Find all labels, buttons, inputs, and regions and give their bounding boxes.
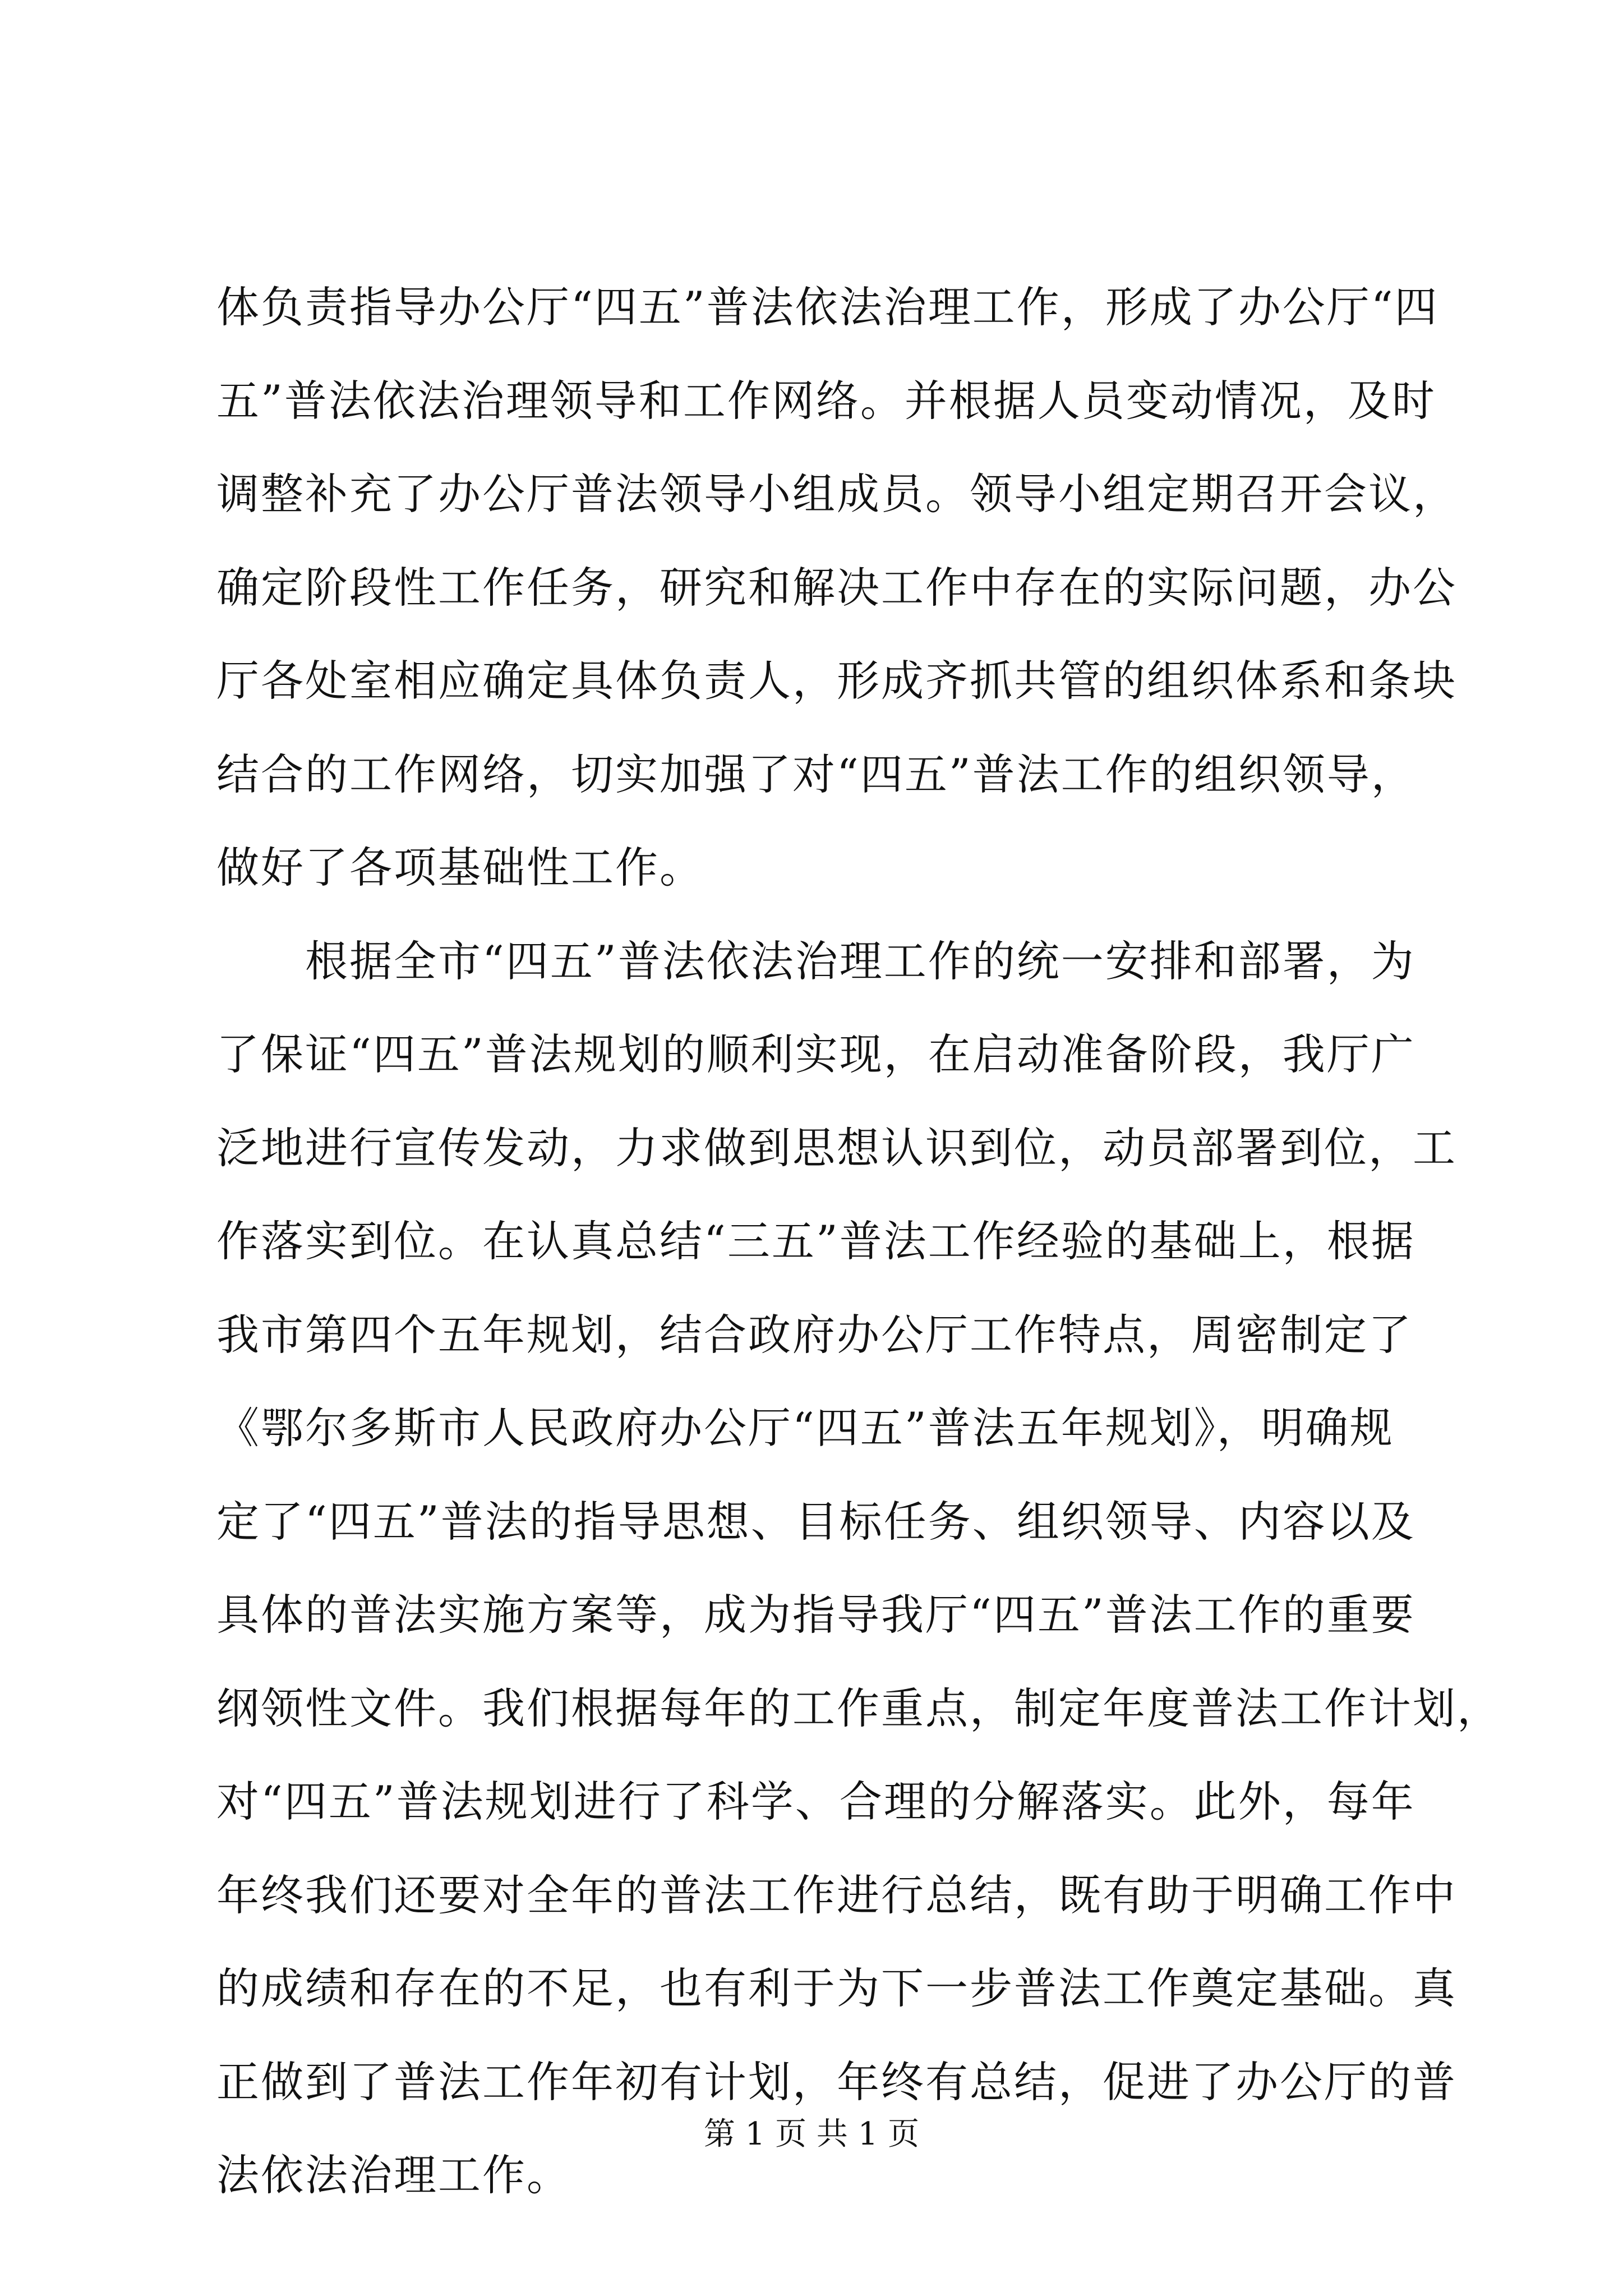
document-body [216,261,1501,2223]
text-line: 了保证“四五”普法规划的顺利实现，在启动准备阶段，我厅广 [216,1029,1415,1079]
text-line: 对“四五”普法规划进行了科学、合理的分解落实。此外，每年 [216,1777,1415,1826]
text-line: 正做到了普法工作年初有计划，年终有总结，促进了办公厅的普 [216,2056,1457,2107]
text-line: 我市第四个五年规划，结合政府办公厅工作特点，周密制定了 [216,1309,1413,1360]
text-line: 做好了各项基础性工作。 [216,843,704,892]
page-footer [0,2112,1623,2157]
text-line: 定了“四五”普法的指导思想、目标任务、组织领导、内容以及 [216,1496,1415,1547]
text-line: 年终我们还要对全年的普法工作进行总结，既有助于明确工作中 [216,1870,1457,1920]
text-line: 结合的工作网络，切实加强了对“四五”普法工作的组织领导， [216,749,1415,799]
text-line: 厅各处室相应确定具体负责人，形成齐抓共管的组织体系和条块 [216,656,1457,706]
text-line: 调整补充了办公厅普法领导小组成员。领导小组定期召开会议， [216,469,1457,519]
text-line: 五”普法依法治理领导和工作网络。并根据人员变动情况，及时 [216,375,1436,426]
text-line: 泛地进行宣传发动，力求做到思想认识到位，动员部署到位，工 [216,1122,1457,1173]
text-line: 纲领性文件。我们根据每年的工作重点，制定年度普法工作计划， [216,1683,1501,1733]
text-line: 《鄂尔多斯市人民政府办公厅“四五”普法五年规划》，明确规 [216,1403,1394,1453]
page-number-label: 第 1 页 共 1 页 [703,2116,920,2152]
text-line: 法依法治理工作。 [216,2150,571,2200]
text-line: 的成绩和存在的不足，也有利于为下一步普法工作奠定基础。真 [216,1963,1457,2013]
text-line: 根据全市“四五”普法依法治理工作的统一安排和部署，为 [216,936,1415,986]
text-line: 确定阶段性工作任务，研究和解决工作中存在的实际问题，办公 [216,562,1457,613]
text-line: 作落实到位。在认真总结“三五”普法工作经验的基础上，根据 [216,1216,1415,1266]
text-line: 体负责指导办公厅“四五”普法依法治理工作，形成了办公厅“四 [216,282,1439,332]
text-line: 具体的普法实施方案等，成为指导我厅“四五”普法工作的重要 [216,1590,1415,1640]
